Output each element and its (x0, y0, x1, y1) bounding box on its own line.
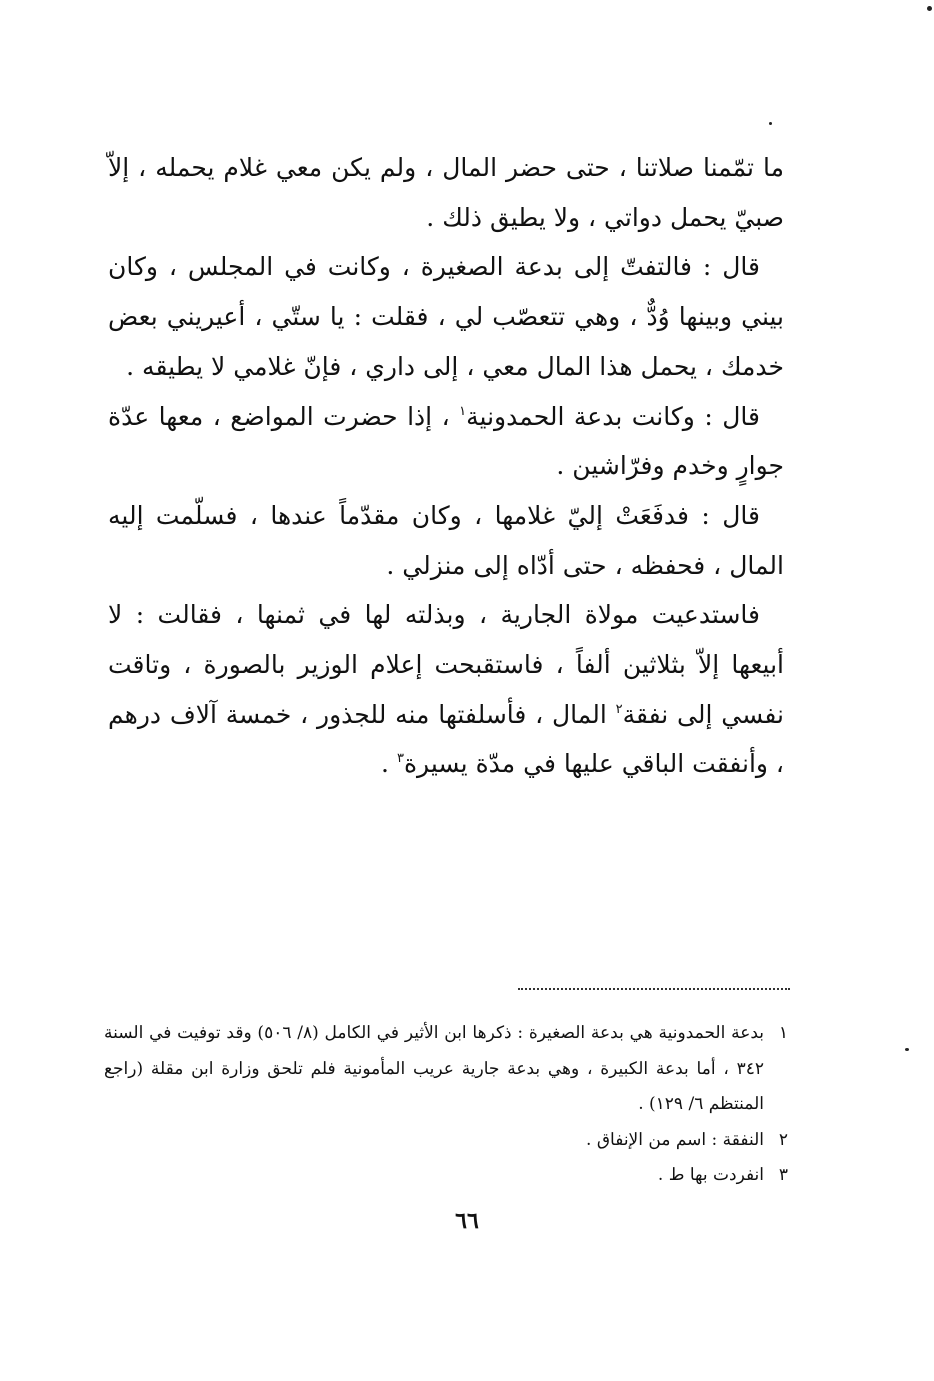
paragraph-text: المال ، فأسلفتها منه للجذور ، خمسة آلاف درهم ، وأنفقت الباقي عليها في مدّة يسيرة (108, 699, 784, 779)
paragraph-text: قال : فالتفتّ إلى بدعة الصغيرة ، وكانت في المجلس ، وكان بيني وبينها وُدٌّ ، وهي تتعصّب لي ، فقلت : يا ستّي ، أعيريني بعض خدمك ، يحمل هذا المال معي ، إلى داري ، فإنّ غلامي لا يطيقه . (108, 252, 784, 381)
paragraph-text: ، إذا حضرت المواضع ، معها عدّة جوارٍ وخدم وفرّاشين . (108, 401, 784, 481)
paragraph (108, 491, 784, 590)
paragraph (108, 590, 784, 789)
footnote-number: ١ (778, 1023, 788, 1043)
paragraph-text: ما تمّمنا صلاتنا ، حتى حضر المال ، ولم يكن معي غلام يحمله ، إلاّ صبيّ يحمل دواتي ، ولا يطيق ذلك . (108, 153, 784, 232)
footnote-text: بدعة الحمدونية هي بدعة الصغيرة : ذكرها ابن الأثير في الكامل (٨/ ٥٠٦) وقد توفيت في السنة ٣٤٢ ، أما بدعة الكبيرة ، وهي بدعة جارية عريب المأمونية فلم تلحق وزارة ابن مقلة (راجع المنتظم ٦/ ١٢٩) . (104, 1023, 765, 1114)
footnote-text: انفردت بها ط . (657, 1165, 764, 1185)
paragraph-text: قال : فدفَعَتْ إليّ غلامها ، وكان مقدّماً عندها ، فسلّمت إليه المال ، فحفظه ، حتى أدّاه إلى منزلي . (108, 500, 784, 580)
footnote (104, 1123, 788, 1159)
footnotes (104, 1016, 788, 1194)
footnote-ref[interactable]: ١ (459, 403, 467, 419)
footnote-number: ٢ (778, 1129, 788, 1150)
scan-speck (927, 6, 932, 11)
scan-speck (905, 1048, 909, 1051)
paragraph-text: فاستدعيت مولاة الجارية ، وبذلته لها في ثمنها ، فقالت : لا أبيعها إلاّ بثلاثين ألفاً ، فاستقبحت إعلام الوزير بالصورة ، وتاقت نفسي إلى نفقة (108, 600, 784, 729)
paragraph-text: . (381, 749, 397, 779)
paragraph (108, 242, 784, 391)
footnote-number: ٣ (778, 1165, 788, 1185)
footnote-divider (518, 988, 790, 990)
paragraph (108, 392, 784, 491)
footnote-text: النفقة : اسم من الإنفاق . (586, 1129, 764, 1150)
footnote-ref[interactable]: ٢ (615, 701, 623, 717)
scan-speck (769, 122, 772, 125)
footnote (104, 1158, 788, 1194)
paragraph-text: قال : وكانت بدعة الحمدونية (466, 401, 760, 431)
paragraph (108, 143, 784, 242)
footnote-ref[interactable]: ٣ (396, 751, 404, 767)
main-text (108, 143, 784, 789)
page-number: ٦٦ (455, 1208, 479, 1234)
footnote (104, 1016, 788, 1123)
